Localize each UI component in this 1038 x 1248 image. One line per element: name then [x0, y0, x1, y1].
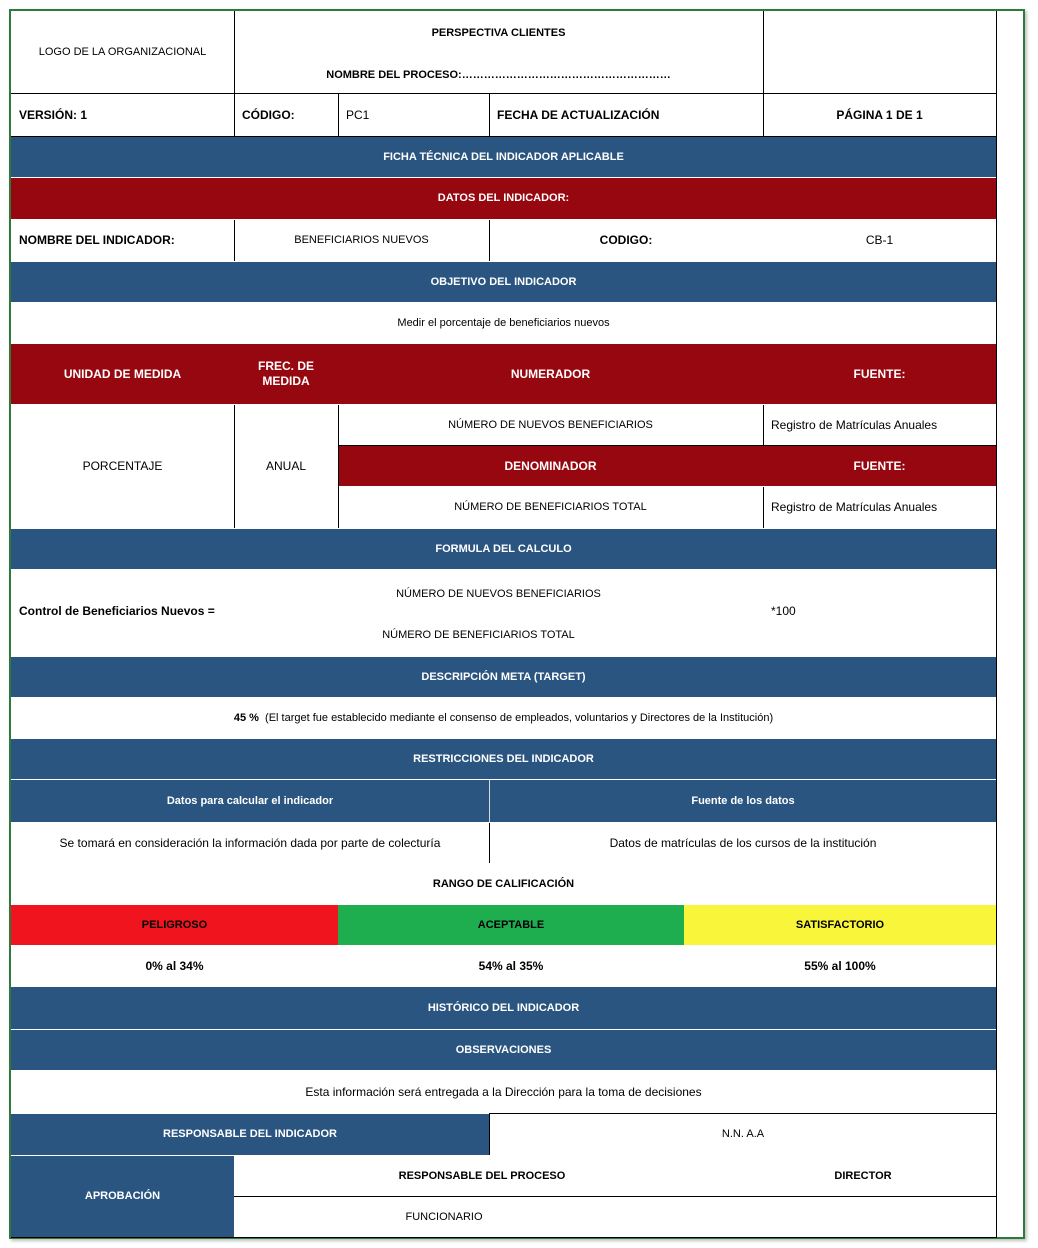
formula-header: FORMULA DEL CALCULO [11, 529, 996, 569]
divider [489, 220, 490, 261]
objetivo-header: OBJETIVO DEL INDICADOR [11, 262, 996, 302]
restricciones-data-header: Datos para calcular el indicador [11, 780, 489, 822]
perspective-title: PERSPECTIVA CLIENTES [431, 26, 566, 39]
divider [234, 220, 235, 261]
divider [996, 11, 997, 1237]
version: VERSIÓN: 1 [19, 107, 88, 122]
source-header: FUENTE: [763, 344, 996, 404]
restricciones-header: RESTRICCIONES DEL INDICADOR [11, 739, 996, 779]
level-peligroso: PELIGROSO [11, 905, 338, 945]
divider [763, 487, 764, 528]
denominator-source-header: FUENTE: [763, 446, 996, 486]
update-date-label: FECHA DE ACTUALIZACIÓN [497, 107, 660, 122]
divider [234, 405, 235, 528]
frequency-header: FREC. DE MEDIDA [234, 344, 338, 404]
formula-multiplier: *100 [771, 603, 796, 618]
divider [11, 1237, 997, 1238]
unit-header: UNIDAD DE MEDIDA [11, 344, 234, 404]
aprobacion-label: APROBACIÓN [11, 1156, 234, 1237]
indicator-code-label: CODIGO: [599, 233, 653, 247]
divider [489, 94, 490, 136]
process-name: NOMBRE DEL PROCESO:………………………………………………… [326, 68, 671, 81]
divider [338, 445, 996, 446]
indicator-name-value: BENEFICIARIOS NUEVOS [294, 234, 429, 246]
indicator-name-label: NOMBRE DEL INDICADOR: [19, 233, 175, 247]
divider [489, 1114, 490, 1155]
denominator-source: Registro de Matrículas Anuales [771, 500, 938, 514]
official: FUNCIONARIO [405, 1210, 483, 1223]
restricciones-source-value: Datos de matrículas de los cursos de la institución [609, 835, 877, 850]
responsable-value: N.N. A.A [721, 1128, 765, 1140]
historico-header: HISTÓRICO DEL INDICADOR [11, 987, 996, 1029]
frequency-value: ANUAL [265, 459, 306, 473]
rango-header: RANGO DE CALIFICACIÓN [432, 877, 575, 890]
divider [489, 1113, 996, 1114]
objective-text: Medir el porcentaje de beneficiarios nuevos [397, 316, 610, 329]
page-number: PÁGINA 1 DE 1 [836, 107, 923, 122]
numerator-value: NÚMERO DE NUEVOS BENEFICIARIOS [448, 418, 653, 431]
unit-value: PORCENTAJE [82, 459, 163, 473]
level-satisfactorio: SATISFACTORIO [684, 905, 996, 945]
range-peligroso: 0% al 34% [145, 958, 204, 973]
level-aceptable: ACEPTABLE [338, 905, 684, 945]
numerator-header: NUMERADOR [338, 344, 763, 404]
logo-placeholder: LOGO DE LA ORGANIZACIONAL [38, 45, 207, 58]
observaciones-header: OBSERVACIONES [11, 1030, 996, 1070]
formula-denominator: NÚMERO DE BENEFICIARIOS TOTAL [382, 628, 575, 641]
divider [11, 93, 996, 94]
indicator-code-value: CB-1 [865, 233, 894, 247]
formula-numerator: NÚMERO DE NUEVOS BENEFICIARIOS [396, 587, 601, 600]
range-aceptable: 54% al 35% [478, 958, 544, 973]
restricciones-data-value: Se tomará en consideración la información dada por parte de colecturía [59, 835, 441, 850]
formula-label: Control de Beneficiarios Nuevos = [19, 603, 215, 618]
process-owner: RESPONSABLE DEL PROCESO [398, 1169, 566, 1182]
divider [234, 1196, 996, 1197]
denominator-header: DENOMINADOR [338, 446, 763, 486]
meta-row [11, 698, 996, 738]
observaciones-text: Esta información será entregada a la Dirección para la toma de decisiones [305, 1084, 702, 1099]
divider [489, 823, 490, 863]
meta-text: (El target fue establecido mediante el consenso de empleados, voluntarios y Directores de la Institución) [265, 711, 774, 724]
denominator-value: NÚMERO DE BENEFICIARIOS TOTAL [454, 501, 647, 513]
responsable-label: RESPONSABLE DEL INDICADOR [11, 1114, 489, 1155]
director: DIRECTOR [834, 1169, 892, 1182]
range-satisfactorio: 55% al 100% [804, 958, 876, 973]
ficha-tecnica-header: FICHA TÉCNICA DEL INDICADOR APLICABLE [11, 137, 996, 177]
divider [338, 94, 339, 136]
code-label: CÓDIGO: [242, 107, 295, 122]
code-value: PC1 [346, 107, 370, 122]
divider [234, 11, 235, 136]
meta-header: DESCRIPCIÓN META (TARGET) [11, 657, 996, 697]
divider [338, 405, 339, 528]
indicator-sheet [9, 9, 1025, 1239]
restricciones-source-header: Fuente de los datos [490, 780, 996, 822]
divider [763, 11, 764, 136]
divider [763, 405, 764, 445]
meta-value: 45 % [233, 711, 259, 724]
numerator-source: Registro de Matrículas Anuales [771, 417, 938, 432]
divider [11, 136, 996, 137]
datos-indicador-header: DATOS DEL INDICADOR: [11, 178, 996, 219]
